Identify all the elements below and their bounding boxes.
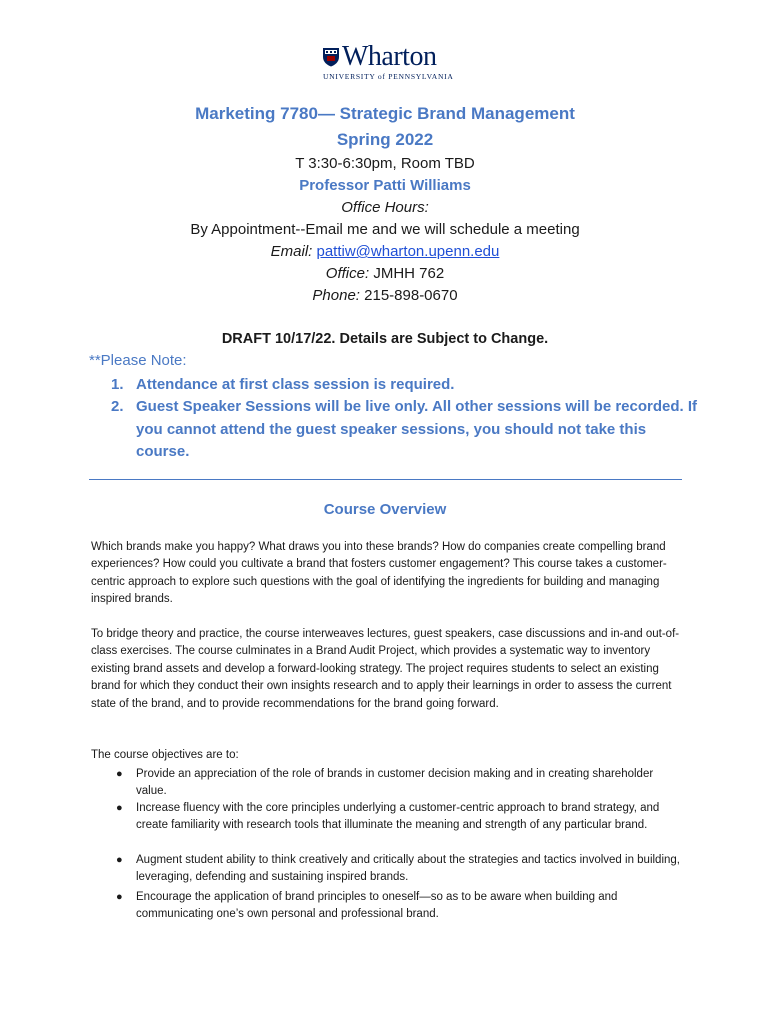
overview-paragraph-2: To bridge theory and practice, the course interweaves lectures, guest speakers, case discussions and in-and out-of-class exercises. The course culminates in a Brand Audit Project, which provides a systematic way to inventory existing brand assets and develop a forward-looking strategy. The project requires students to select an existing brand for which they conduct their own insights research and to apply their learnings in order to assess the current state of the brand, and to provide recommendations for the brand going forward. [91,628,680,710]
bullet-icon: ● [116,802,123,814]
draft-notice: DRAFT 10/17/22. Details are Subject to Change. [221,331,549,347]
list-item [111,374,701,396]
list-item-number: 2. [111,398,124,415]
email-line [0,243,770,260]
list-item-number: 1. [111,376,124,393]
email-link[interactable]: pattiw@wharton.upenn.edu [316,243,500,260]
course-title: Marketing 7780— Strategic Brand Management [195,104,575,123]
list-item-text: Augment student ability to think creatively and critically about the strategies and tactics involved in building, leveraging, defending and sustaining inspired brands. [136,854,680,884]
course-overview-heading: Course Overview [323,501,447,518]
bullet-icon: ● [116,854,123,866]
bullet-icon: ● [116,768,123,780]
office-line [0,265,770,282]
logo-subline: UNIVERSITY of PENNSYLVANIA [323,72,454,81]
course-schedule: T 3:30-6:30pm, Room TBD [295,155,475,172]
bullet-icon: ● [116,891,123,903]
logo-wordmark: Wharton [342,41,437,72]
objectives-intro: The course objectives are to: [91,749,239,761]
please-note-label: **Please Note: [89,352,187,369]
list-item-text: Provide an appreciation of the role of brands in customer decision making and in creating shareholder value. [136,768,654,798]
office-hours-label: Office Hours: [341,199,429,216]
shield-icon [322,47,340,67]
phone-line [0,287,770,304]
section-divider [89,479,682,480]
course-term: Spring 2022 [336,130,434,149]
professor-name: Professor Patti Williams [299,177,471,194]
note-list [111,374,701,464]
office-label: Office: [325,265,370,282]
wharton-logo [322,41,454,84]
phone-value: 215-898-0670 [364,287,458,304]
email-label: Email: [270,243,313,260]
office-value: JMHH 762 [373,265,445,282]
phone-label: Phone: [312,287,360,304]
list-item-text: Attendance at first class session is required. [136,376,455,393]
overview-paragraph-1: Which brands make you happy? What draws you into these brands? How do companies create compelling brand experiences? How could you cultivate a brand that fosters customer engagement? This course takes a customer-centric approach to explore such questions with the goal of identifying the ingredients for building and managing inspired brands. [91,541,667,606]
list-item-text: Guest Speaker Sessions will be live only. All other sessions will be recorded. If you cannot attend the guest speaker sessions, you should not take this course. [136,398,698,460]
list-item [111,396,701,464]
list-item-text: Encourage the application of brand principles to oneself—so as to be aware when building and communicating one’s own personal and professional brand. [136,891,618,921]
office-hours-text: By Appointment--Email me and we will schedule a meeting [190,221,580,238]
list-item-text: Increase fluency with the core principles underlying a customer-centric approach to brand strategy, and create familiarity with research tools that illuminate the meaning and strength of any particular brand. [136,802,660,832]
